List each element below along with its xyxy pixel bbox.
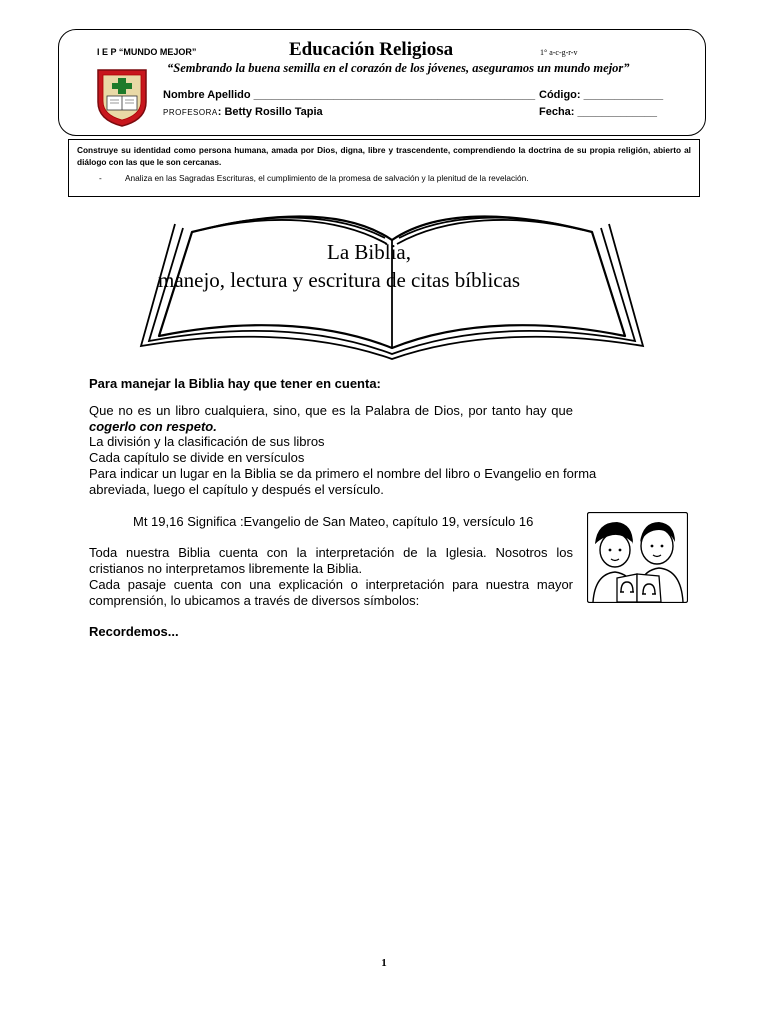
paragraph-respect (89, 403, 573, 435)
emphasis-respect: cogerlo con respeto. (89, 419, 217, 434)
paragraph-symbols: Cada pasaje cuenta con una explicación o interpretación para nuestra mayor comprensión, lo ubicamos a través de diversos símbolos: (89, 577, 573, 608)
teacher-name: : Betty Rosillo Tapia (217, 106, 323, 118)
paragraph-chapters: Cada capítulo se divide en versículos (89, 450, 305, 465)
competency-statement: Construye su identidad como persona humana, amada por Dios, digna, libre y trascendente, comprendiendo la doctrina de su propia religión, abierto al diálogo con las que le son cercanas. (77, 145, 691, 167)
lesson-title-line2: manejo, lectura y escritura de citas bíblicas (158, 268, 521, 292)
school-motto: “Sembrando la buena semilla en el corazón de los jóvenes, aseguramos un mundo mejor” (167, 61, 630, 75)
capacity-text: Analiza en las Sagradas Escrituras, el cumplimiento de la promesa de salvación y la plenitud de la revelación. (125, 173, 529, 183)
school-name: I E P “MUNDO MEJOR” (97, 47, 197, 57)
paragraph-interpretation: Toda nuestra Biblia cuenta con la interpretación de la Iglesia. Nosotros los cristianos no interpretamos libremente la Biblia. (89, 545, 573, 576)
grade-sections: 1° a-c-g-r-v (540, 48, 578, 57)
children-reading-illustration (587, 512, 688, 603)
paragraph-division: La división y la clasificación de sus libros (89, 434, 325, 449)
paragraph-respect-text: Que no es un libro cualquiera, sino, que es la Palabra de Dios, por tanto hay que (89, 403, 573, 418)
section-heading: Para manejar la Biblia hay que tener en cuenta: (89, 376, 381, 391)
teacher-line (163, 106, 323, 118)
school-crest-icon (94, 66, 150, 128)
lesson-title-line1: La Biblia, (327, 240, 411, 264)
capacity-item (77, 173, 691, 185)
page-number: 1 (381, 957, 387, 969)
teacher-label: PROFESORA (163, 108, 218, 117)
competency-box (68, 139, 700, 197)
subject-title: Educación Religiosa (289, 39, 454, 60)
paragraph-citation: Para indicar un lugar en la Biblia se da primero el nombre del libro o Evangelio en forma abreviada, luego el capítulo y después el versículo. (89, 466, 597, 497)
bullet-dash: - (99, 173, 102, 183)
date-field[interactable]: Fecha: _____________ (539, 106, 658, 118)
student-name-field[interactable]: Nombre Apellido ______________________________________________ (163, 89, 536, 101)
code-field[interactable]: Código: _____________ (539, 89, 664, 101)
citation-example: Mt 19,16 Significa :Evangelio de San Mateo, capítulo 19, versículo 16 (133, 514, 534, 529)
reminder-heading: Recordemos... (89, 624, 179, 639)
